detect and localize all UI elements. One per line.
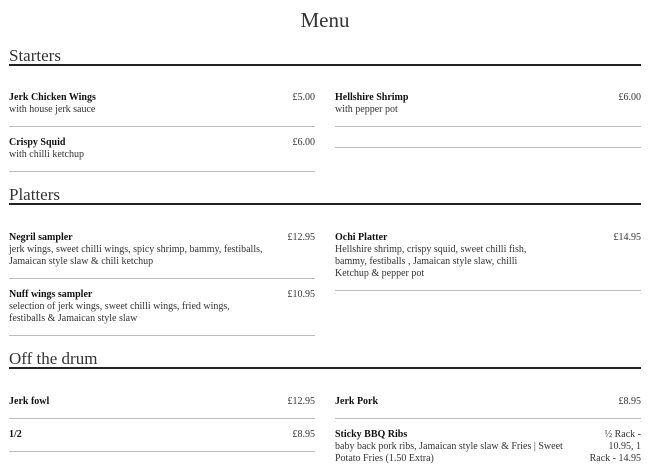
- item-name: Hellshire Shrimp: [335, 92, 409, 103]
- menu-item-ochi-platter: [335, 232, 641, 280]
- item-name: Crispy Squid: [9, 137, 66, 148]
- item-divider: [9, 418, 315, 419]
- item-description: baby back pork ribs, Jamaican style slaw & Fries | Sweet Potato Fries (1.50 Extra): [335, 441, 563, 464]
- menu-item-half: [9, 429, 315, 441]
- item-divider: [9, 451, 315, 452]
- menu-item-jerk-fowl: [9, 396, 315, 408]
- item-description: jerk wings, sweet chilli wings, spicy shrimp, bammy, festiballs, Jamaican style slaw & chili ketchup: [9, 244, 263, 267]
- item-divider: [9, 126, 315, 127]
- item-divider: [335, 147, 641, 148]
- menu-item-nuff-wings-sampler: [9, 289, 315, 325]
- item-divider: [335, 418, 641, 419]
- item-name: Negril sampler: [9, 232, 73, 243]
- section-divider: [9, 203, 641, 205]
- item-description: with house jerk sauce: [9, 104, 96, 115]
- item-divider: [9, 278, 315, 279]
- item-price: £12.95: [287, 232, 315, 243]
- item-description: Hellshire shrimp, crispy squid, sweet chilli fish, bammy, festiballs , Jamaican style slaw, chilli Ketchup & pepper pot: [335, 244, 527, 279]
- menu-item-sticky-bbq-ribs: [335, 429, 641, 465]
- item-price: £6.00: [292, 137, 315, 148]
- item-price: £10.95: [287, 289, 315, 300]
- item-description: with pepper pot: [335, 104, 398, 115]
- item-name: Ochi Platter: [335, 232, 388, 243]
- item-description: selection of jerk wings, sweet chilli wings, fried wings, festiballs & Jamaican style slaw: [9, 301, 230, 324]
- item-divider: [9, 171, 315, 172]
- menu-item-jerk-pork: [335, 396, 641, 408]
- menu-item-negril-sampler: [9, 232, 315, 268]
- item-name: Sticky BBQ Ribs: [335, 429, 408, 440]
- section-title-starters: Starters: [9, 46, 61, 65]
- item-name: 1/2: [9, 429, 22, 440]
- page-title: Menu: [300, 8, 350, 32]
- menu-item-crispy-squid: [9, 137, 315, 161]
- item-divider: [335, 290, 641, 291]
- section-divider: [9, 64, 641, 66]
- item-price: £5.00: [292, 92, 315, 103]
- section-divider: [9, 367, 641, 369]
- item-name: Jerk Pork: [335, 396, 379, 407]
- item-divider: [335, 126, 641, 127]
- item-name: Jerk fowl: [9, 396, 50, 407]
- menu-item-jerk-chicken-wings: [9, 92, 315, 116]
- menu-item-hellshire-shrimp: [335, 92, 641, 116]
- item-description: with chilli ketchup: [9, 149, 84, 160]
- item-price: ½ Rack - 10.95, 1 Rack - 14.95: [589, 429, 641, 464]
- section-title-off-the-drum: Off the drum: [9, 349, 98, 368]
- item-price: £8.95: [292, 429, 315, 440]
- section-title-platters: Platters: [9, 185, 60, 204]
- item-name: Nuff wings sampler: [9, 289, 93, 300]
- item-price: £12.95: [287, 396, 315, 407]
- item-divider: [9, 335, 315, 336]
- item-price: £8.95: [618, 396, 641, 407]
- item-name: Jerk Chicken Wings: [9, 92, 96, 103]
- item-price: £6.00: [618, 92, 641, 103]
- item-price: £14.95: [613, 232, 641, 243]
